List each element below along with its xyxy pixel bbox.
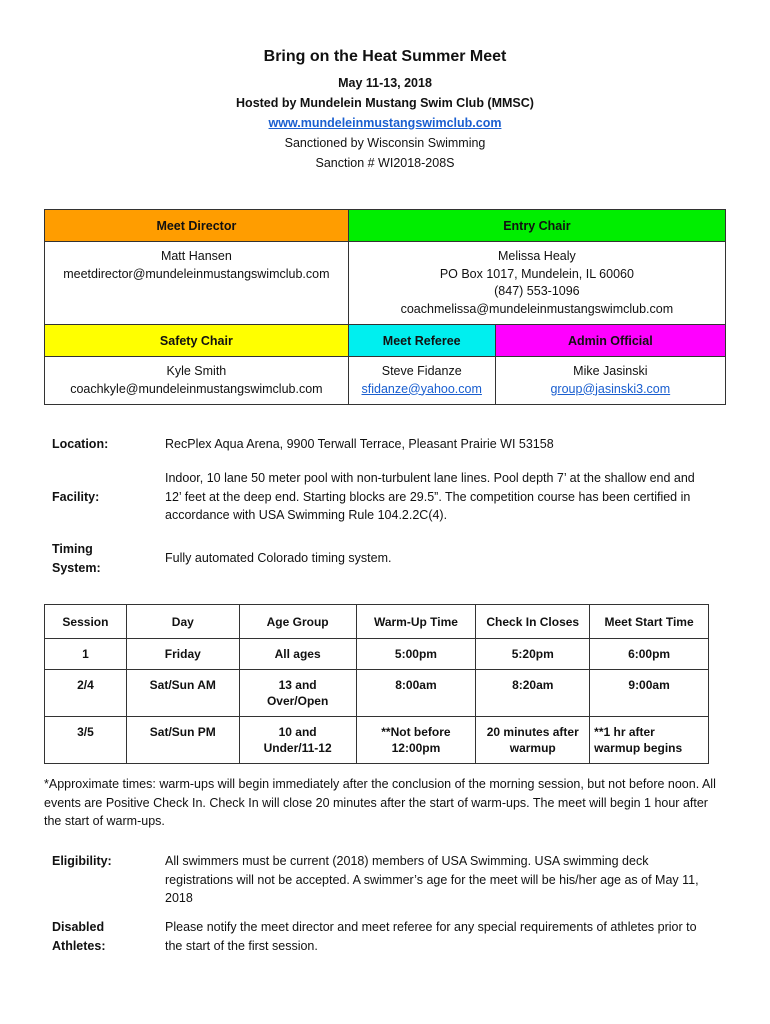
meet-dates: May 11-13, 2018 xyxy=(338,76,432,90)
table-row xyxy=(45,717,709,764)
entry-chair-address: PO Box 1017, Mundelein, IL 60060 xyxy=(439,266,634,281)
col-header-checkin: Check In Closes xyxy=(476,605,590,639)
location-value: RecPlex Aqua Arena, 9900 Terwall Terrace, Pleasant Prairie WI 53158 xyxy=(165,437,554,451)
location-row xyxy=(52,435,712,455)
entry-chair-name: Melissa Healy xyxy=(497,249,576,263)
timing-row xyxy=(52,540,712,580)
eligibility-label: Eligibility: xyxy=(52,854,112,868)
warmup-cell: 8:00am xyxy=(356,670,476,717)
disabled-label xyxy=(52,918,152,955)
sessions-header-row xyxy=(45,605,709,639)
safety-chair-header: Safety Chair xyxy=(45,325,349,357)
admin-official-name: Mike Jasinski xyxy=(573,364,648,378)
sanctioned-by: Sanctioned by Wisconsin Swimming xyxy=(284,136,486,150)
warmup-line2: 12:00pm xyxy=(391,741,441,755)
col-header-session: Session xyxy=(45,605,127,639)
contacts-table xyxy=(44,209,726,405)
disabled-label-line2: Athletes: xyxy=(52,938,106,953)
meet-director-name: Matt Hansen xyxy=(160,249,232,263)
age-cell xyxy=(239,670,356,717)
meet-referee-header: Meet Referee xyxy=(348,325,495,357)
age-line1: 10 and xyxy=(278,725,317,739)
session-cell: 1 xyxy=(45,639,127,670)
table-row xyxy=(45,639,709,670)
admin-official-cell xyxy=(495,357,725,405)
warmup-line1: **Not before xyxy=(381,725,451,739)
sessions-table xyxy=(44,604,709,764)
col-header-age-group: Age Group xyxy=(239,605,356,639)
checkin-line1: 20 minutes after xyxy=(486,725,579,739)
disabled-value: Please notify the meet director and meet referee for any special requirements of athletes prior to the start of the first session. xyxy=(165,920,697,953)
day-cell: Sat/Sun AM xyxy=(126,670,239,717)
age-line1: 13 and xyxy=(278,678,317,692)
location-label: Location: xyxy=(52,437,109,451)
admin-official-email-link[interactable]: group@jasinski3.com xyxy=(550,381,671,396)
approximate-times-note: *Approximate times: warm-ups will begin immediately after the conclusion of the morning session, but not before noon. All events are Positive Check In. Check In will close 20 minutes after the start of warm-ups. The meet will begin 1 hour after the start of warm-ups. xyxy=(44,777,716,828)
warmup-cell xyxy=(356,717,476,764)
checkin-line2: warmup xyxy=(509,741,556,755)
col-header-warmup: Warm-Up Time xyxy=(356,605,476,639)
admin-official-header: Admin Official xyxy=(495,325,725,357)
disabled-athletes-row xyxy=(52,918,712,958)
start-line2: warmup begins xyxy=(594,741,683,755)
session-cell: 3/5 xyxy=(45,717,127,764)
start-cell xyxy=(590,717,709,764)
entry-chair-phone: (847) 553-1096 xyxy=(494,284,580,298)
eligibility-value: All swimmers must be current (2018) members of USA Swimming. USA swimming deck registrations will not be accepted. A swimmer’s age for the meet will be his/her age as of May 11, 2018 xyxy=(165,854,699,905)
session-cell: 2/4 xyxy=(45,670,127,717)
entry-chair-cell xyxy=(348,242,725,325)
col-header-start: Meet Start Time xyxy=(590,605,709,639)
entry-chair-email: coachmelissa@mundeleinmustangswimclub.com xyxy=(400,301,674,316)
document-header xyxy=(0,48,770,173)
safety-chair-email: coachkyle@mundeleinmustangswimclub.com xyxy=(70,381,323,396)
timing-label-line2: System: xyxy=(52,560,101,575)
facility-value: Indoor, 10 lane 50 meter pool with non-turbulent lane lines. Pool depth 7’ at the shallow end and 12’ feet at the deep end. Starting blocks are 29.5”. The competition course has been certified in accordance with USA Swimming Rule 104.2.2C(4). xyxy=(165,471,695,522)
day-cell: Friday xyxy=(126,639,239,670)
age-line2: Under/11-12 xyxy=(263,741,332,755)
meet-referee-email-link[interactable]: sfidanze@yahoo.com xyxy=(361,381,482,396)
start-cell: 9:00am xyxy=(590,670,709,717)
start-line1: **1 hr after xyxy=(594,725,655,739)
meet-director-email: meetdirector@mundeleinmustangswimclub.com xyxy=(63,266,330,281)
meet-director-header: Meet Director xyxy=(45,210,349,242)
checkin-cell: 8:20am xyxy=(476,670,590,717)
age-line2: Over/Open xyxy=(266,694,329,708)
safety-chair-name: Kyle Smith xyxy=(166,364,227,378)
timing-value: Fully automated Colorado timing system. xyxy=(165,551,392,565)
age-cell: All ages xyxy=(239,639,356,670)
meet-referee-cell xyxy=(348,357,495,405)
meet-host: Hosted by Mundelein Mustang Swim Club (MMSC) xyxy=(236,96,534,110)
website-link[interactable]: www.mundeleinmustangswimclub.com xyxy=(268,116,502,130)
disabled-label-line1: Disabled xyxy=(52,920,105,934)
timing-label xyxy=(52,540,152,577)
entry-chair-header: Entry Chair xyxy=(348,210,725,242)
meet-title: Bring on the Heat Summer Meet xyxy=(263,48,507,65)
checkin-cell xyxy=(476,717,590,764)
col-header-day: Day xyxy=(126,605,239,639)
sanction-number: Sanction # WI2018-208S xyxy=(315,156,455,170)
day-cell: Sat/Sun PM xyxy=(126,717,239,764)
table-row xyxy=(45,670,709,717)
facility-row xyxy=(52,469,712,529)
age-cell xyxy=(239,717,356,764)
eligibility-row xyxy=(52,852,712,908)
start-cell: 6:00pm xyxy=(590,639,709,670)
meet-director-cell xyxy=(45,242,349,325)
facility-label: Facility: xyxy=(52,490,100,504)
timing-label-line1: Timing xyxy=(52,542,93,556)
meet-referee-name: Steve Fidanze xyxy=(381,364,462,378)
warmup-cell: 5:00pm xyxy=(356,639,476,670)
safety-chair-cell xyxy=(45,357,349,405)
checkin-cell: 5:20pm xyxy=(476,639,590,670)
